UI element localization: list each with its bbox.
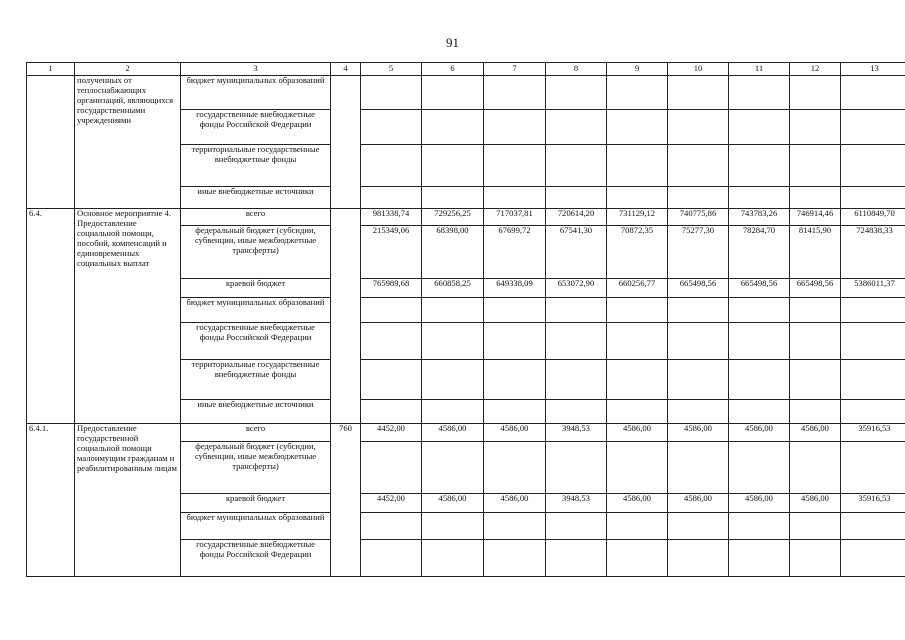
column-header: 13 [841, 63, 905, 76]
empty-cell [422, 442, 484, 494]
source-cell: бюджет муниципальных образований [181, 298, 331, 323]
value-cell: 665498,56 [668, 279, 729, 298]
value-cell: 4586,00 [729, 424, 790, 442]
value-cell: 765989,68 [361, 279, 422, 298]
source-cell: всего [181, 424, 331, 442]
empty-cell [668, 400, 729, 424]
empty-cell [841, 76, 905, 110]
empty-cell [729, 76, 790, 110]
empty-cell [422, 323, 484, 360]
empty-cell [790, 513, 841, 540]
value-cell: 4586,00 [790, 494, 841, 513]
empty-cell [607, 110, 668, 145]
code-cell: 6.4.1. [27, 424, 75, 577]
value-cell: 665498,56 [790, 279, 841, 298]
value-cell: 4586,00 [668, 494, 729, 513]
empty-cell [361, 110, 422, 145]
empty-cell [361, 540, 422, 577]
header-row [27, 63, 905, 76]
value-cell: 4586,00 [668, 424, 729, 442]
value-cell: 35916,53 [841, 494, 905, 513]
value-cell: 981338,74 [361, 209, 422, 226]
empty-cell [422, 298, 484, 323]
value-cell: 729256,25 [422, 209, 484, 226]
empty-cell [607, 187, 668, 209]
empty-cell [607, 298, 668, 323]
value-cell: 4586,00 [422, 494, 484, 513]
empty-cell [484, 513, 546, 540]
empty-cell [841, 110, 905, 145]
column-header: 7 [484, 63, 546, 76]
value-cell: 4586,00 [484, 494, 546, 513]
source-cell: всего [181, 209, 331, 226]
empty-cell [841, 323, 905, 360]
empty-cell [841, 187, 905, 209]
source-cell: федеральный бюджет (субсидии, субвенции, иные межбюджетные трансферты) [181, 442, 331, 494]
value-cell: 724838,33 [841, 226, 905, 279]
empty-cell [546, 540, 607, 577]
value-cell: 215349,06 [361, 226, 422, 279]
source-cell: краевой бюджет [181, 494, 331, 513]
empty-cell [668, 360, 729, 400]
column-header: 4 [331, 63, 361, 76]
empty-cell [546, 400, 607, 424]
value-cell: 75277,30 [668, 226, 729, 279]
value-cell: 660256,77 [607, 279, 668, 298]
column-header: 8 [546, 63, 607, 76]
code-cell: 6.4. [27, 209, 75, 424]
description-cell: Предоставление государственной социальной помощи малоимущим гражданам и реабилитированным лицам [75, 424, 181, 577]
empty-cell [790, 360, 841, 400]
value-cell: 70872,35 [607, 226, 668, 279]
empty-cell [607, 400, 668, 424]
table-row [27, 76, 905, 110]
value-cell: 5386011,37 [841, 279, 905, 298]
value-cell: 717037,81 [484, 209, 546, 226]
value-cell: 4452,00 [361, 424, 422, 442]
empty-cell [607, 145, 668, 187]
empty-cell [729, 187, 790, 209]
empty-cell [484, 442, 546, 494]
source-cell: бюджет муниципальных образований [181, 513, 331, 540]
empty-cell [841, 513, 905, 540]
empty-cell [729, 323, 790, 360]
value-cell: 78284,70 [729, 226, 790, 279]
value-cell: 4586,00 [607, 424, 668, 442]
empty-cell [484, 323, 546, 360]
value-cell: 4586,00 [422, 424, 484, 442]
value-cell: 4586,00 [790, 424, 841, 442]
empty-cell [729, 442, 790, 494]
empty-cell [668, 323, 729, 360]
column-header: 11 [729, 63, 790, 76]
empty-cell [790, 400, 841, 424]
empty-cell [361, 298, 422, 323]
empty-cell [790, 187, 841, 209]
empty-cell [546, 323, 607, 360]
empty-cell [422, 187, 484, 209]
value-cell: 68398,00 [422, 226, 484, 279]
empty-cell [668, 442, 729, 494]
empty-cell [361, 187, 422, 209]
empty-cell [361, 145, 422, 187]
empty-cell [607, 323, 668, 360]
empty-cell [668, 145, 729, 187]
empty-cell [546, 298, 607, 323]
empty-cell [790, 442, 841, 494]
empty-cell [790, 298, 841, 323]
empty-cell [729, 298, 790, 323]
value-cell: 720614,20 [546, 209, 607, 226]
empty-cell [484, 400, 546, 424]
empty-cell [361, 360, 422, 400]
source-cell: территориальные государственные внебюджетные фонды [181, 145, 331, 187]
empty-cell [546, 76, 607, 110]
empty-cell [607, 360, 668, 400]
empty-cell [484, 76, 546, 110]
table-row [27, 424, 905, 442]
empty-cell [484, 145, 546, 187]
page-number: 91 [446, 35, 459, 50]
empty-cell [546, 360, 607, 400]
empty-cell [729, 400, 790, 424]
empty-cell [422, 400, 484, 424]
empty-cell [668, 76, 729, 110]
empty-cell [668, 110, 729, 145]
empty-cell [361, 76, 422, 110]
value-cell: 4452,00 [361, 494, 422, 513]
empty-cell [361, 400, 422, 424]
value-cell: 4586,00 [607, 494, 668, 513]
value-cell: 649338,09 [484, 279, 546, 298]
grbs-cell [331, 76, 361, 209]
empty-cell [546, 187, 607, 209]
empty-cell [484, 360, 546, 400]
empty-cell [484, 110, 546, 145]
column-header: 12 [790, 63, 841, 76]
column-header: 2 [75, 63, 181, 76]
value-cell: 731129,12 [607, 209, 668, 226]
empty-cell [422, 110, 484, 145]
source-cell: государственные внебюджетные фонды Российской Федерации [181, 323, 331, 360]
empty-cell [422, 76, 484, 110]
value-cell: 81415,90 [790, 226, 841, 279]
empty-cell [607, 442, 668, 494]
empty-cell [484, 298, 546, 323]
empty-cell [422, 513, 484, 540]
value-cell: 740775,86 [668, 209, 729, 226]
empty-cell [841, 145, 905, 187]
empty-cell [546, 442, 607, 494]
source-cell: территориальные государственные внебюджетные фонды [181, 360, 331, 400]
table-row [27, 209, 905, 226]
source-cell: государственные внебюджетные фонды Российской Федерации [181, 540, 331, 577]
empty-cell [546, 513, 607, 540]
empty-cell [546, 145, 607, 187]
source-cell: краевой бюджет [181, 279, 331, 298]
empty-cell [841, 540, 905, 577]
value-cell: 4586,00 [729, 494, 790, 513]
empty-cell [790, 540, 841, 577]
empty-cell [729, 110, 790, 145]
description-cell: полученных от теплоснабжающих организаций, являющихся государственными учреждениями [75, 76, 181, 209]
value-cell: 35916,53 [841, 424, 905, 442]
source-cell: бюджет муниципальных образований [181, 76, 331, 110]
empty-cell [729, 540, 790, 577]
value-cell: 660858,25 [422, 279, 484, 298]
empty-cell [361, 323, 422, 360]
empty-cell [668, 298, 729, 323]
empty-cell [841, 298, 905, 323]
column-header: 9 [607, 63, 668, 76]
column-header: 10 [668, 63, 729, 76]
empty-cell [841, 400, 905, 424]
value-cell: 4586,00 [484, 424, 546, 442]
empty-cell [841, 360, 905, 400]
value-cell: 3948,53 [546, 494, 607, 513]
empty-cell [484, 540, 546, 577]
value-cell: 743783,26 [729, 209, 790, 226]
budget-table [26, 62, 905, 577]
empty-cell [729, 360, 790, 400]
empty-cell [790, 110, 841, 145]
value-cell: 67699,72 [484, 226, 546, 279]
empty-cell [790, 145, 841, 187]
column-header: 1 [27, 63, 75, 76]
grbs-cell [331, 209, 361, 424]
empty-cell [546, 110, 607, 145]
source-cell: государственные внебюджетные фонды Российской Федерации [181, 110, 331, 145]
empty-cell [607, 76, 668, 110]
empty-cell [790, 323, 841, 360]
empty-cell [361, 513, 422, 540]
value-cell: 6110849,70 [841, 209, 905, 226]
empty-cell [668, 540, 729, 577]
source-cell: иные внебюджетные источники [181, 400, 331, 424]
value-cell: 653072,90 [546, 279, 607, 298]
empty-cell [790, 76, 841, 110]
value-cell: 67541,30 [546, 226, 607, 279]
empty-cell [422, 145, 484, 187]
empty-cell [607, 540, 668, 577]
empty-cell [841, 442, 905, 494]
empty-cell [484, 187, 546, 209]
empty-cell [729, 145, 790, 187]
empty-cell [668, 187, 729, 209]
empty-cell [607, 513, 668, 540]
empty-cell [361, 442, 422, 494]
grbs-cell: 760 [331, 424, 361, 577]
value-cell: 746914,46 [790, 209, 841, 226]
empty-cell [668, 513, 729, 540]
empty-cell [422, 360, 484, 400]
empty-cell [422, 540, 484, 577]
empty-cell [729, 513, 790, 540]
description-cell: Основное мероприятие 4. Предоставление социальной помощи, пособий, компенсаций и единовременных социальных выплат [75, 209, 181, 424]
source-cell: иные внебюджетные источники [181, 187, 331, 209]
code-cell [27, 76, 75, 209]
column-header: 6 [422, 63, 484, 76]
source-cell: федеральный бюджет (субсидии, субвенции, иные межбюджетные трансферты) [181, 226, 331, 279]
value-cell: 665498,56 [729, 279, 790, 298]
value-cell: 3948,53 [546, 424, 607, 442]
column-header: 5 [361, 63, 422, 76]
column-header: 3 [181, 63, 331, 76]
